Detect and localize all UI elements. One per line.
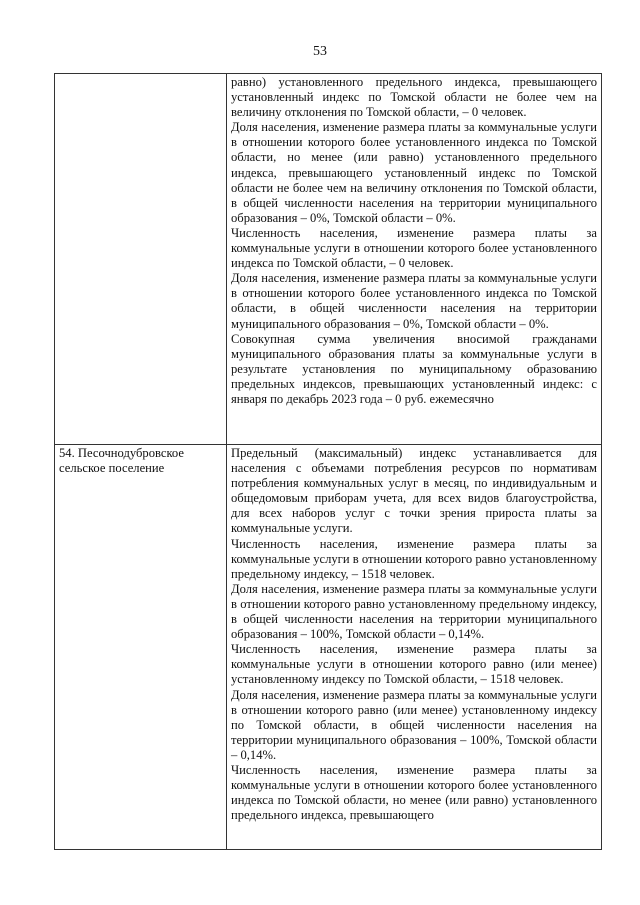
paragraph: Доля населения, изменение размера платы за коммунальные услуги в отношении которого равно (или менее) установленному индексу по Томской области, в общей численности населения на территории муниципального образования – 100%, Томской области – 0,14%. [231,687,597,762]
paragraph: Численность населения, изменение размера платы за коммунальные услуги в отношении которого равно установленному предельному индексу, – 1518 человек. [231,536,597,581]
paragraph: Численность населения, изменение размера платы за коммунальные услуги в отношении которого более установленного индекса по Томской области, – 0 человек. [231,225,597,271]
table-row [55,445,602,850]
municipality-cell [55,74,227,445]
paragraph: Численность населения, изменение размера платы за коммунальные услуги в отношении которого более установленного индекса по Томской области, но менее (или равно) установленного предельного индекса, превышающего [231,762,597,823]
description-cell [227,445,602,850]
paragraph: Численность населения, изменение размера платы за коммунальные услуги в отношении которого равно (или менее) установленному индексу по Томской области, – 1518 человек. [231,642,597,687]
table-row [55,74,602,445]
paragraph: Доля населения, изменение размера платы за коммунальные услуги в отношении которого равно установленному предельному индексу, в общей численности населения на территории муниципального образования – 100%, Томской области – 0,14%. [231,581,597,642]
paragraph: Совокупная сумма увеличения вносимой гражданами муниципального образования платы за коммунальные услуги в результате установления по муниципальному образованию предельных индексов, превышающих установленный индекс: с января по декабрь 2023 года – 0 руб. ежемесячно [231,331,597,406]
municipality-cell: 54. Песочнодубровское сельское поселение [55,445,227,850]
description-cell [227,74,602,445]
paragraph: равно) установленного предельного индекса, превышающего установленный индекс по Томской области не более чем на величину отклонения по Томской области, – 0 человек. [231,75,597,120]
paragraph: Доля населения, изменение размера платы за коммунальные услуги в отношении которого более установленного индекса по Томской области, но менее (или равно) установленного предельного индекса, превышающего установленный индекс по Томской области не более чем на величину отклонения по Томской области, в общей численности населения на территории муниципального образования – 0%, Томской области – 0%. [231,120,597,225]
indices-table [54,73,602,850]
paragraph: Предельный (максимальный) индекс устанавливается для населения с объемами потребления ресурсов по нормативам потребления коммунальных услуг в месяц, по индивидуальным и общедомовым приборам учета, для всех видов благоустройства, для всех наборов услуг с точки зрения прироста платы за коммунальные услуги. [231,446,597,536]
page-number: 53 [313,44,327,59]
paragraph: Доля населения, изменение размера платы за коммунальные услуги в отношении которого более установленного индекса по Томской области, в общей численности населения на территории муниципального образования – 0%, Томской области – 0%. [231,271,597,331]
